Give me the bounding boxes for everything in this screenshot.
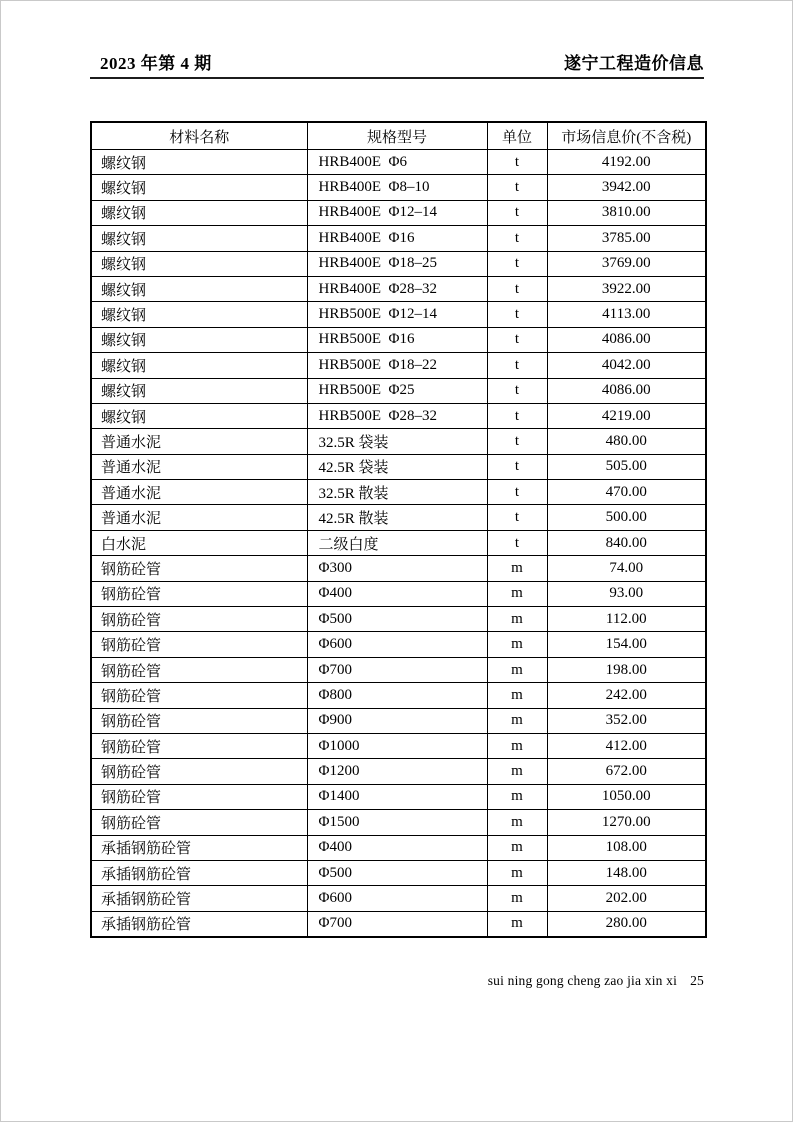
material-cell: 螺纹钢 xyxy=(91,251,307,276)
price-cell: 470.00 xyxy=(547,480,706,505)
column-header: 市场信息价(不含税) xyxy=(547,122,706,150)
spec-cell: Φ1400 xyxy=(307,784,487,809)
footer-pinyin: sui ning gong cheng zao jia xin xi xyxy=(487,973,678,988)
price-cell: 154.00 xyxy=(547,632,706,657)
unit-cell: t xyxy=(487,175,547,200)
price-cell: 3785.00 xyxy=(547,226,706,251)
page-footer xyxy=(488,973,704,989)
price-cell: 4086.00 xyxy=(547,378,706,403)
material-cell: 螺纹钢 xyxy=(91,327,307,352)
table-row xyxy=(91,556,706,581)
table-row xyxy=(91,835,706,860)
material-cell: 钢筋砼管 xyxy=(91,784,307,809)
spec-cell: 42.5R 袋装 xyxy=(307,454,487,479)
price-cell: 202.00 xyxy=(547,886,706,911)
table-row xyxy=(91,429,706,454)
unit-cell: m xyxy=(487,581,547,606)
spec-cell: Φ300 xyxy=(307,556,487,581)
price-cell: 112.00 xyxy=(547,607,706,632)
price-cell: 505.00 xyxy=(547,454,706,479)
material-cell: 普通水泥 xyxy=(91,454,307,479)
price-cell: 108.00 xyxy=(547,835,706,860)
spec-cell: HRB400E Φ12–14 xyxy=(307,200,487,225)
material-cell: 普通水泥 xyxy=(91,429,307,454)
table-row xyxy=(91,708,706,733)
column-header: 规格型号 xyxy=(307,122,487,150)
spec-cell: Φ600 xyxy=(307,886,487,911)
price-cell: 480.00 xyxy=(547,429,706,454)
material-cell: 普通水泥 xyxy=(91,505,307,530)
unit-cell: t xyxy=(487,150,547,175)
unit-cell: t xyxy=(487,200,547,225)
material-cell: 钢筋砼管 xyxy=(91,581,307,606)
table-row xyxy=(91,251,706,276)
material-cell: 钢筋砼管 xyxy=(91,708,307,733)
price-cell: 3810.00 xyxy=(547,200,706,225)
price-cell: 4192.00 xyxy=(547,150,706,175)
unit-cell: t xyxy=(487,276,547,301)
unit-cell: m xyxy=(487,708,547,733)
material-cell: 螺纹钢 xyxy=(91,276,307,301)
unit-cell: t xyxy=(487,251,547,276)
unit-cell: m xyxy=(487,759,547,784)
price-cell: 4219.00 xyxy=(547,403,706,428)
material-cell: 钢筋砼管 xyxy=(91,733,307,758)
page-header xyxy=(100,49,704,74)
price-cell: 148.00 xyxy=(547,860,706,885)
price-cell: 280.00 xyxy=(547,911,706,937)
spec-cell: Φ1500 xyxy=(307,810,487,835)
spec-cell: 32.5R 袋装 xyxy=(307,429,487,454)
material-cell: 螺纹钢 xyxy=(91,226,307,251)
table-row xyxy=(91,683,706,708)
table-row xyxy=(91,784,706,809)
spec-cell: Φ1000 xyxy=(307,733,487,758)
price-cell: 840.00 xyxy=(547,530,706,555)
spec-cell: 32.5R 散装 xyxy=(307,480,487,505)
table-row xyxy=(91,632,706,657)
table-row xyxy=(91,657,706,682)
spec-cell: Φ500 xyxy=(307,607,487,632)
unit-cell: t xyxy=(487,226,547,251)
price-cell: 4042.00 xyxy=(547,353,706,378)
price-cell: 3922.00 xyxy=(547,276,706,301)
unit-cell: t xyxy=(487,429,547,454)
spec-cell: HRB400E Φ16 xyxy=(307,226,487,251)
spec-cell: Φ500 xyxy=(307,860,487,885)
unit-cell: t xyxy=(487,454,547,479)
unit-cell: m xyxy=(487,657,547,682)
table-row xyxy=(91,886,706,911)
material-cell: 钢筋砼管 xyxy=(91,607,307,632)
column-header: 材料名称 xyxy=(91,122,307,150)
spec-cell: Φ800 xyxy=(307,683,487,708)
material-cell: 钢筋砼管 xyxy=(91,556,307,581)
table-row xyxy=(91,733,706,758)
unit-cell: m xyxy=(487,556,547,581)
price-cell: 1050.00 xyxy=(547,784,706,809)
publication-title: 遂宁工程造价信息 xyxy=(564,54,704,73)
table-row xyxy=(91,403,706,428)
unit-cell: t xyxy=(487,327,547,352)
table-row xyxy=(91,759,706,784)
table-row xyxy=(91,200,706,225)
spec-cell: Φ700 xyxy=(307,911,487,937)
material-cell: 钢筋砼管 xyxy=(91,759,307,784)
material-cell: 钢筋砼管 xyxy=(91,632,307,657)
material-cell: 承插钢筋砼管 xyxy=(91,886,307,911)
table-row xyxy=(91,226,706,251)
unit-cell: t xyxy=(487,480,547,505)
spec-cell: Φ900 xyxy=(307,708,487,733)
spec-cell: Φ1200 xyxy=(307,759,487,784)
price-cell: 412.00 xyxy=(547,733,706,758)
table-row xyxy=(91,378,706,403)
unit-cell: t xyxy=(487,353,547,378)
header-rule xyxy=(90,77,704,79)
unit-cell: m xyxy=(487,733,547,758)
spec-cell: Φ600 xyxy=(307,632,487,657)
table-row xyxy=(91,505,706,530)
price-cell: 242.00 xyxy=(547,683,706,708)
unit-cell: t xyxy=(487,505,547,530)
spec-cell: 42.5R 散装 xyxy=(307,505,487,530)
table-row xyxy=(91,454,706,479)
unit-cell: m xyxy=(487,860,547,885)
spec-cell: HRB400E Φ28–32 xyxy=(307,276,487,301)
table-row xyxy=(91,810,706,835)
spec-cell: HRB500E Φ16 xyxy=(307,327,487,352)
unit-cell: m xyxy=(487,911,547,937)
price-cell: 93.00 xyxy=(547,581,706,606)
table-header-row xyxy=(91,122,706,150)
table-row xyxy=(91,911,706,937)
material-cell: 白水泥 xyxy=(91,530,307,555)
issue-label: 2023 年第 4 期 xyxy=(100,54,212,73)
spec-cell: 二级白度 xyxy=(307,530,487,555)
table-row xyxy=(91,353,706,378)
unit-cell: m xyxy=(487,683,547,708)
spec-cell: HRB500E Φ28–32 xyxy=(307,403,487,428)
material-cell: 钢筋砼管 xyxy=(91,657,307,682)
table-row xyxy=(91,327,706,352)
unit-cell: m xyxy=(487,607,547,632)
unit-cell: m xyxy=(487,810,547,835)
price-cell: 198.00 xyxy=(547,657,706,682)
spec-cell: HRB500E Φ25 xyxy=(307,378,487,403)
material-cell: 螺纹钢 xyxy=(91,150,307,175)
material-cell: 承插钢筋砼管 xyxy=(91,911,307,937)
table-row xyxy=(91,480,706,505)
table-row xyxy=(91,175,706,200)
spec-cell: HRB400E Φ6 xyxy=(307,150,487,175)
price-cell: 74.00 xyxy=(547,556,706,581)
spec-cell: HRB500E Φ12–14 xyxy=(307,302,487,327)
unit-cell: t xyxy=(487,378,547,403)
material-cell: 承插钢筋砼管 xyxy=(91,860,307,885)
unit-cell: m xyxy=(487,784,547,809)
spec-cell: Φ400 xyxy=(307,581,487,606)
unit-cell: t xyxy=(487,403,547,428)
table-row xyxy=(91,150,706,175)
price-cell: 1270.00 xyxy=(547,810,706,835)
material-cell: 螺纹钢 xyxy=(91,175,307,200)
material-cell: 螺纹钢 xyxy=(91,302,307,327)
unit-cell: t xyxy=(487,530,547,555)
column-header: 单位 xyxy=(487,122,547,150)
spec-cell: HRB400E Φ8–10 xyxy=(307,175,487,200)
table-row xyxy=(91,530,706,555)
price-cell: 3942.00 xyxy=(547,175,706,200)
unit-cell: m xyxy=(487,632,547,657)
table-row xyxy=(91,581,706,606)
material-cell: 普通水泥 xyxy=(91,480,307,505)
material-cell: 螺纹钢 xyxy=(91,353,307,378)
price-cell: 4086.00 xyxy=(547,327,706,352)
material-price-table xyxy=(90,121,707,938)
table-row xyxy=(91,860,706,885)
price-cell: 672.00 xyxy=(547,759,706,784)
price-cell: 3769.00 xyxy=(547,251,706,276)
unit-cell: m xyxy=(487,886,547,911)
table-row xyxy=(91,276,706,301)
material-cell: 螺纹钢 xyxy=(91,378,307,403)
unit-cell: m xyxy=(487,835,547,860)
table-row xyxy=(91,302,706,327)
material-cell: 承插钢筋砼管 xyxy=(91,835,307,860)
spec-cell: HRB400E Φ18–25 xyxy=(307,251,487,276)
material-cell: 钢筋砼管 xyxy=(91,683,307,708)
material-cell: 钢筋砼管 xyxy=(91,810,307,835)
price-cell: 500.00 xyxy=(547,505,706,530)
price-cell: 352.00 xyxy=(547,708,706,733)
table-body xyxy=(91,150,706,938)
price-cell: 4113.00 xyxy=(547,302,706,327)
material-cell: 螺纹钢 xyxy=(91,403,307,428)
table-row xyxy=(91,607,706,632)
material-cell: 螺纹钢 xyxy=(91,200,307,225)
unit-cell: t xyxy=(487,302,547,327)
spec-cell: HRB500E Φ18–22 xyxy=(307,353,487,378)
spec-cell: Φ400 xyxy=(307,835,487,860)
spec-cell: Φ700 xyxy=(307,657,487,682)
page-number: 25 xyxy=(690,973,704,988)
